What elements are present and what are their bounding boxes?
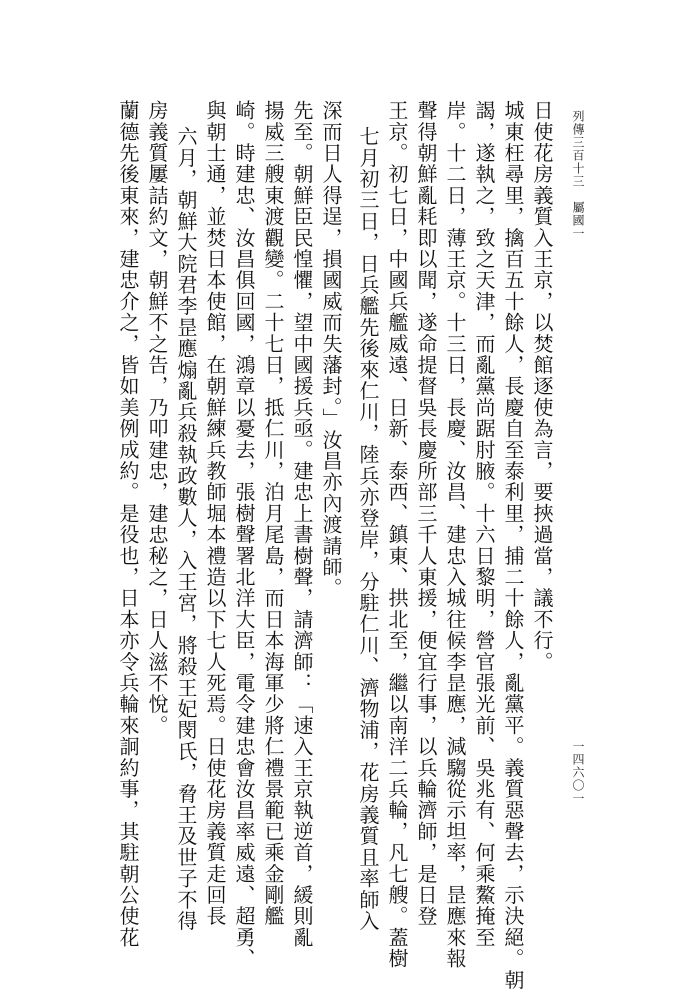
text-column-2: 房義質屢詰約文，朝鮮不之告，乃叩建忠，建忠秘之，日人滋不悅。 [145, 100, 169, 736]
text-column-6: 揚威三艘東渡觀變。二十七日，抵仁川，泊月尾島，而日本海軍少將仁禮景範已乘金剛艦 [261, 100, 285, 927]
text-column-11: 聲得朝鮮亂耗即以聞，遂命提督吳長慶所部三千人東援，便宜行事，以兵輪濟師，是日登 [414, 100, 438, 927]
text-column-15: 日使花房義質入王京，以焚館逐使為言，要挾過當，議不行。 [530, 100, 554, 673]
text-column-1: 蘭德先後東來，建忠介之，皆如美例成約。是役也，日本亦令兵輪來詗約事，其駐朝公使花 [116, 100, 140, 948]
text-column-12: 岸。十二日，薄王京。十三日，長慶、汝昌、建忠入城往候李昰應，減騶從示坦率，昰應來報 [443, 100, 467, 970]
text-column-10: 王京。初七日，中國兵艦威遠、日新、泰西、鎮東、拱北至，繼以南洋二兵輪，凡七艘。蓋樹 [385, 100, 409, 970]
text-column-3: 六月，朝鮮大院君李昰應煽亂兵殺執政數人，入王宮，將殺王妃閔氏，脅王及世子不得 [174, 126, 198, 932]
volume-label: 列傳三百十三 屬國一 [571, 110, 585, 240]
text-column-7: 先至。朝鮮臣民惶懼，望中國援兵亟。建忠上書樹聲，請濟師：「速入王京執逆首，緩則亂 [290, 100, 314, 948]
text-column-14: 城東枉尋里，擒百五十餘人，長慶自至泰利里，捕二十餘人，亂黨平。義質惡聲去，示決絕。朝 [501, 100, 525, 991]
text-column-9: 七月初三日，日兵艦先後來仁川，陸兵亦登岸，分駐仁川、濟物浦，花房義質且率師入 [356, 126, 380, 932]
text-column-8: 深而日人得逞，損國威而失藩封。」汝昌亦內渡請師。 [319, 100, 343, 599]
text-column-5: 崎。時建忠、汝昌俱回國，鴻章以憂去，張樹聲署北洋大臣，電令建忠會汝昌率威遠、超勇、 [232, 100, 256, 970]
text-column-13: 謁，遂執之，致之天津，而亂黨尚踞肘腋。十六日黎明，營官張光前、吳兆有、何乘鰲掩至 [472, 100, 496, 948]
page-number: 一四六〇一 [571, 740, 585, 805]
text-column-4: 與朝士通，並焚日本使館，在朝鮮練兵教師堀本禮造以下七人死焉。日使花房義質走回長 [203, 100, 227, 927]
